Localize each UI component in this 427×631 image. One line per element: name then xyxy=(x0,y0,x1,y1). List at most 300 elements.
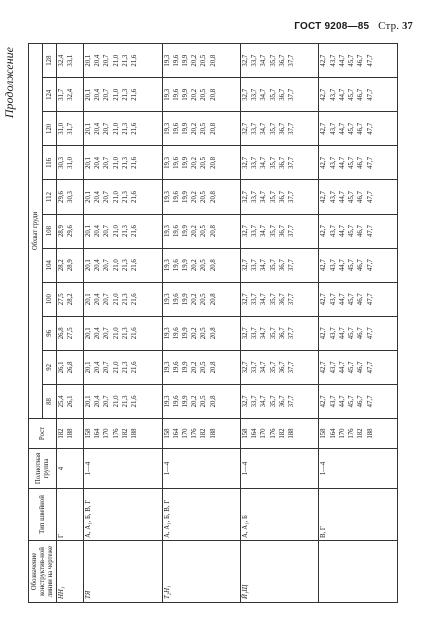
measurement-value: 19,3 xyxy=(163,156,171,169)
measurement-value: 21,3 xyxy=(121,88,129,101)
measurement-value: 20,5 xyxy=(200,361,208,374)
measurement-value: 19,9 xyxy=(181,361,189,374)
height-value: 164 xyxy=(172,428,180,439)
row-type: В, Г xyxy=(319,489,398,541)
measurement-value: 20,8 xyxy=(209,259,217,272)
measurement-value: 45,7 xyxy=(348,361,356,374)
measurement-value: 43,7 xyxy=(329,156,337,169)
measurement-value: 32,7 xyxy=(242,225,250,238)
value-cell xyxy=(162,384,240,418)
value-cell xyxy=(84,316,162,350)
measurement-value: 42,7 xyxy=(320,327,328,340)
measurement-value: 20,7 xyxy=(103,122,111,135)
measurement-value: 20,7 xyxy=(103,191,111,203)
measurement-value: 37,7 xyxy=(288,122,296,135)
value-cell xyxy=(241,44,319,78)
measurement-value: 20,2 xyxy=(191,395,199,408)
measurement-value: 33,1 xyxy=(67,54,75,67)
height-value: 188 xyxy=(131,428,139,439)
measurement-value: 45,7 xyxy=(348,225,356,238)
col-header-type: Тип швейной xyxy=(29,489,57,541)
value-cell xyxy=(84,214,162,248)
girth-header-124: 124 xyxy=(43,78,57,112)
measurement-value: 20,2 xyxy=(191,122,199,135)
measurement-value: 47,7 xyxy=(366,191,374,203)
measurement-value: 43,7 xyxy=(329,225,337,238)
measurement-value: 33,7 xyxy=(251,88,259,101)
rotated-table-region xyxy=(2,43,398,603)
value-cell xyxy=(241,282,319,316)
measurement-value: 34,7 xyxy=(260,122,268,135)
row-heights xyxy=(84,419,162,449)
measurement-value: 20,4 xyxy=(94,327,102,340)
height-value: 158 xyxy=(242,428,250,439)
measurement-value: 36,7 xyxy=(278,225,286,238)
measurement-value: 21,0 xyxy=(112,293,120,306)
measurement-value: 20,7 xyxy=(103,88,111,101)
measurement-value: 20,1 xyxy=(85,54,93,67)
measurement-value: 45,7 xyxy=(348,191,356,203)
measurement-value: 37,7 xyxy=(288,395,296,408)
measurement-value: 35,7 xyxy=(269,122,277,135)
measurement-value: 21,6 xyxy=(131,88,139,101)
measurement-value: 20,2 xyxy=(191,259,199,272)
measurement-value: 20,4 xyxy=(94,191,102,203)
row-designation xyxy=(319,541,398,603)
measurement-value: 33,7 xyxy=(251,293,259,306)
measurement-value: 32,7 xyxy=(242,54,250,67)
measurement-value: 19,6 xyxy=(172,327,180,340)
measurement-value: 19,6 xyxy=(172,293,180,306)
measurement-value: 31,0 xyxy=(67,156,75,169)
value-cell xyxy=(241,350,319,384)
measurement-value: 20,1 xyxy=(85,259,93,272)
measurement-value: 20,5 xyxy=(200,293,208,306)
measurement-value: 33,7 xyxy=(251,225,259,238)
measurement-value: 20,7 xyxy=(103,293,111,306)
measurement-value: 20,2 xyxy=(191,327,199,340)
measurement-value: 20,4 xyxy=(94,361,102,374)
measurement-value: 28,9 xyxy=(67,259,75,272)
value-cell xyxy=(84,350,162,384)
measurement-value: 19,9 xyxy=(181,395,189,408)
measurement-value: 43,7 xyxy=(329,327,337,340)
height-value: 170 xyxy=(260,428,268,439)
measurement-value: 33,7 xyxy=(251,156,259,169)
measurement-value: 43,7 xyxy=(329,395,337,408)
measurement-value: 21,6 xyxy=(131,122,139,135)
measurement-value: 19,9 xyxy=(181,156,189,169)
measurement-value: 43,7 xyxy=(329,122,337,135)
row-designation: Т₂Н₁ xyxy=(162,541,240,603)
measurement-value: 35,7 xyxy=(269,327,277,340)
measurement-value: 20,4 xyxy=(94,225,102,238)
girth-header-100: 100 xyxy=(43,282,57,316)
value-cell xyxy=(57,248,84,282)
measurement-value: 19,6 xyxy=(172,122,180,135)
measurement-value: 19,6 xyxy=(172,191,180,203)
measurement-value: 21,3 xyxy=(121,191,129,203)
measurement-value: 42,7 xyxy=(320,54,328,67)
measurement-value: 19,6 xyxy=(172,54,180,67)
height-value: 176 xyxy=(112,428,120,439)
measurement-value: 35,7 xyxy=(269,191,277,203)
height-value: 182 xyxy=(58,428,65,439)
col-header-height: Рост xyxy=(29,419,57,449)
measurement-value: 20,8 xyxy=(209,54,217,67)
value-cell xyxy=(319,112,398,146)
measurement-value: 44,7 xyxy=(338,54,346,67)
value-cell xyxy=(241,180,319,214)
measurement-value: 21,3 xyxy=(121,54,129,67)
measurement-value: 43,7 xyxy=(329,191,337,203)
measurement-value: 26,8 xyxy=(58,327,65,340)
measurement-value: 36,7 xyxy=(278,191,286,203)
measurement-value: 20,2 xyxy=(191,361,199,374)
measurement-value: 20,8 xyxy=(209,122,217,135)
measurement-value: 32,7 xyxy=(242,122,250,135)
girth-header-120: 120 xyxy=(43,112,57,146)
measurement-value: 19,3 xyxy=(163,191,171,203)
measurement-value: 20,7 xyxy=(103,156,111,169)
value-cell xyxy=(57,282,84,316)
measurement-value: 20,1 xyxy=(85,225,93,238)
table-row xyxy=(57,44,84,603)
measurement-value: 21,0 xyxy=(112,395,120,408)
measurement-value: 19,9 xyxy=(181,122,189,135)
measurement-value: 21,6 xyxy=(131,54,139,67)
girth-header-104: 104 xyxy=(43,248,57,282)
measurement-value: 37,7 xyxy=(288,88,296,101)
row-group: 1—4 xyxy=(84,449,162,489)
measurement-value: 20,1 xyxy=(85,156,93,169)
measurement-value: 20,1 xyxy=(85,191,93,203)
value-cell xyxy=(84,180,162,214)
measurement-value: 35,7 xyxy=(269,88,277,101)
measurement-value: 47,7 xyxy=(366,54,374,67)
measurement-value: 21,3 xyxy=(121,259,129,272)
measurement-value: 46,7 xyxy=(357,395,365,408)
measurement-value: 21,0 xyxy=(112,259,120,272)
measurement-value: 47,7 xyxy=(366,88,374,101)
measurement-value: 20,4 xyxy=(94,88,102,101)
measurement-value: 45,7 xyxy=(348,122,356,135)
measurement-value: 19,3 xyxy=(163,395,171,408)
measurement-value: 46,7 xyxy=(357,88,365,101)
height-value: 182 xyxy=(278,428,286,439)
table-row xyxy=(241,44,319,603)
row-type: Г xyxy=(57,489,84,541)
measurement-value: 37,7 xyxy=(288,293,296,306)
col-header-girth: Обхват груди xyxy=(29,44,43,419)
measurement-value: 44,7 xyxy=(338,191,346,203)
measurement-value: 36,7 xyxy=(278,156,286,169)
measurement-value: 47,7 xyxy=(366,293,374,306)
measurement-value: 25,4 xyxy=(58,395,65,408)
value-cell xyxy=(84,44,162,78)
height-value: 182 xyxy=(357,428,365,439)
measurement-value: 21,6 xyxy=(131,156,139,169)
value-cell xyxy=(319,214,398,248)
measurement-value: 37,7 xyxy=(288,327,296,340)
measurement-value: 20,8 xyxy=(209,225,217,238)
measurement-value: 33,7 xyxy=(251,395,259,408)
measurement-value: 20,7 xyxy=(103,361,111,374)
measurement-value: 37,7 xyxy=(288,54,296,67)
measurement-value: 21,3 xyxy=(121,327,129,340)
measurement-value: 20,8 xyxy=(209,156,217,169)
continuation-label: Продолжение xyxy=(2,47,16,119)
measurement-value: 44,7 xyxy=(338,259,346,272)
measurement-value: 21,3 xyxy=(121,395,129,408)
measurement-value: 21,6 xyxy=(131,361,139,374)
measurement-value: 20,8 xyxy=(209,88,217,101)
height-value: 176 xyxy=(269,428,277,439)
measurement-value: 34,7 xyxy=(260,54,268,67)
measurement-value: 34,7 xyxy=(260,395,268,408)
measurement-value: 19,6 xyxy=(172,361,180,374)
measurement-value: 47,7 xyxy=(366,327,374,340)
measurement-value: 36,7 xyxy=(278,88,286,101)
row-heights xyxy=(319,419,398,449)
measurement-value: 42,7 xyxy=(320,122,328,135)
measurement-value: 27,5 xyxy=(58,293,65,306)
value-cell xyxy=(162,112,240,146)
measurement-value: 19,3 xyxy=(163,361,171,374)
girth-header-116: 116 xyxy=(43,146,57,180)
value-cell xyxy=(57,146,84,180)
height-value: 182 xyxy=(200,428,208,439)
measurement-value: 26,1 xyxy=(67,395,75,408)
measurement-value: 19,9 xyxy=(181,88,189,101)
value-cell xyxy=(241,248,319,282)
measurement-value: 34,7 xyxy=(260,225,268,238)
measurement-value: 20,5 xyxy=(200,395,208,408)
table-row xyxy=(84,44,162,603)
value-cell xyxy=(241,316,319,350)
measurement-value: 33,7 xyxy=(251,122,259,135)
measurement-value: 34,7 xyxy=(260,361,268,374)
measurement-value: 44,7 xyxy=(338,293,346,306)
measurement-value: 19,9 xyxy=(181,259,189,272)
measurement-value: 43,7 xyxy=(329,361,337,374)
page-number: 37 xyxy=(402,21,413,32)
measurement-value: 20,2 xyxy=(191,293,199,306)
measurement-value: 42,7 xyxy=(320,361,328,374)
measurement-value: 47,7 xyxy=(366,156,374,169)
girth-header-92: 92 xyxy=(43,350,57,384)
measurement-value: 21,6 xyxy=(131,395,139,408)
measurement-value: 34,7 xyxy=(260,259,268,272)
measurement-value: 20,5 xyxy=(200,156,208,169)
measurement-value: 45,7 xyxy=(348,327,356,340)
measurement-value: 44,7 xyxy=(338,88,346,101)
measurement-value: 30,3 xyxy=(67,191,75,203)
measurement-value: 45,7 xyxy=(348,156,356,169)
measurement-value: 44,7 xyxy=(338,122,346,135)
measurement-value: 37,7 xyxy=(288,156,296,169)
measurement-value: 45,7 xyxy=(348,293,356,306)
measurement-value: 42,7 xyxy=(320,191,328,203)
measurement-value: 36,7 xyxy=(278,259,286,272)
value-cell xyxy=(57,316,84,350)
measurement-value: 20,8 xyxy=(209,361,217,374)
value-cell xyxy=(57,112,84,146)
measurement-value: 19,6 xyxy=(172,259,180,272)
measurement-value: 20,4 xyxy=(94,395,102,408)
height-value: 188 xyxy=(366,428,374,439)
height-value: 188 xyxy=(67,428,75,439)
measurement-value: 37,7 xyxy=(288,191,296,203)
measurement-value: 19,6 xyxy=(172,88,180,101)
measurement-value: 34,7 xyxy=(260,293,268,306)
measurement-value: 28,2 xyxy=(58,259,65,272)
row-heights xyxy=(57,419,84,449)
height-value: 164 xyxy=(94,428,102,439)
measurement-value: 31,7 xyxy=(58,88,65,101)
measurement-value: 36,7 xyxy=(278,395,286,408)
measurement-value: 43,7 xyxy=(329,259,337,272)
measurement-value: 21,6 xyxy=(131,293,139,306)
value-cell xyxy=(57,350,84,384)
measurement-value: 20,1 xyxy=(85,88,93,101)
measurement-value: 20,5 xyxy=(200,191,208,203)
measurement-value: 32,7 xyxy=(242,191,250,203)
measurement-value: 20,8 xyxy=(209,191,217,203)
value-cell xyxy=(319,44,398,78)
value-cell xyxy=(162,316,240,350)
measurement-value: 20,4 xyxy=(94,54,102,67)
value-cell xyxy=(162,214,240,248)
value-cell xyxy=(319,282,398,316)
measurement-value: 30,3 xyxy=(58,156,65,169)
measurement-value: 42,7 xyxy=(320,395,328,408)
measurement-value: 20,1 xyxy=(85,395,93,408)
value-cell xyxy=(162,350,240,384)
value-cell xyxy=(162,180,240,214)
measurement-value: 20,5 xyxy=(200,54,208,67)
height-value: 158 xyxy=(163,428,171,439)
measurement-value: 20,4 xyxy=(94,293,102,306)
measurement-value: 21,6 xyxy=(131,259,139,272)
value-cell xyxy=(162,146,240,180)
height-value: 188 xyxy=(209,428,217,439)
measurement-value: 42,7 xyxy=(320,156,328,169)
measurement-value: 20,5 xyxy=(200,122,208,135)
measurements-table xyxy=(28,43,398,603)
value-cell xyxy=(57,78,84,112)
measurement-value: 45,7 xyxy=(348,54,356,67)
value-cell xyxy=(162,248,240,282)
measurement-value: 21,3 xyxy=(121,225,129,238)
measurement-value: 21,0 xyxy=(112,327,120,340)
measurement-value: 20,5 xyxy=(200,88,208,101)
measurement-value: 20,2 xyxy=(191,88,199,101)
measurement-value: 47,7 xyxy=(366,122,374,135)
value-cell xyxy=(319,350,398,384)
measurement-value: 29,6 xyxy=(67,225,75,238)
measurement-value: 28,9 xyxy=(58,225,65,238)
table-row xyxy=(162,44,240,603)
girth-header-96: 96 xyxy=(43,316,57,350)
value-cell xyxy=(162,282,240,316)
value-cell xyxy=(241,384,319,418)
measurement-value: 19,3 xyxy=(163,88,171,101)
measurement-value: 36,7 xyxy=(278,54,286,67)
measurement-value: 20,7 xyxy=(103,395,111,408)
measurement-value: 32,7 xyxy=(242,361,250,374)
measurement-value: 46,7 xyxy=(357,225,365,238)
measurement-value: 20,2 xyxy=(191,156,199,169)
measurement-value: 29,6 xyxy=(58,191,65,203)
row-designation: Й₁Щ xyxy=(241,541,319,603)
row-group: 1—4 xyxy=(241,449,319,489)
measurement-value: 34,7 xyxy=(260,88,268,101)
measurement-value: 28,2 xyxy=(67,293,75,306)
measurement-value: 37,7 xyxy=(288,361,296,374)
height-value: 188 xyxy=(288,428,296,439)
measurement-value: 34,7 xyxy=(260,327,268,340)
value-cell xyxy=(57,44,84,78)
measurement-value: 20,1 xyxy=(85,361,93,374)
value-cell xyxy=(57,384,84,418)
measurement-value: 21,6 xyxy=(131,225,139,238)
measurement-value: 19,6 xyxy=(172,395,180,408)
measurement-value: 33,7 xyxy=(251,361,259,374)
measurement-value: 46,7 xyxy=(357,54,365,67)
row-group: 1—4 xyxy=(162,449,240,489)
value-cell xyxy=(241,214,319,248)
measurement-value: 19,3 xyxy=(163,327,171,340)
measurement-value: 32,4 xyxy=(58,54,65,67)
measurement-value: 20,2 xyxy=(191,54,199,67)
measurement-value: 20,4 xyxy=(94,122,102,135)
measurement-value: 21,3 xyxy=(121,293,129,306)
measurement-value: 34,7 xyxy=(260,191,268,203)
measurement-value: 19,3 xyxy=(163,54,171,67)
measurement-value: 21,6 xyxy=(131,191,139,203)
measurement-value: 21,3 xyxy=(121,122,129,135)
value-cell xyxy=(84,384,162,418)
measurement-value: 19,3 xyxy=(163,225,171,238)
measurement-value: 34,7 xyxy=(260,156,268,169)
measurement-value: 20,1 xyxy=(85,122,93,135)
measurement-value: 35,7 xyxy=(269,259,277,272)
measurement-value: 46,7 xyxy=(357,191,365,203)
row-group: 1—4 xyxy=(319,449,398,489)
height-value: 176 xyxy=(191,428,199,439)
measurement-value: 27,5 xyxy=(67,327,75,340)
row-type: А, А₁, Б xyxy=(241,489,319,541)
measurement-value: 19,9 xyxy=(181,293,189,306)
value-cell xyxy=(319,248,398,282)
measurement-value: 21,3 xyxy=(121,361,129,374)
measurement-value: 43,7 xyxy=(329,54,337,67)
measurement-value: 33,7 xyxy=(251,327,259,340)
measurement-value: 35,7 xyxy=(269,54,277,67)
measurement-value: 46,7 xyxy=(357,122,365,135)
measurement-value: 36,7 xyxy=(278,361,286,374)
measurement-value: 35,7 xyxy=(269,361,277,374)
measurement-value: 42,7 xyxy=(320,259,328,272)
measurement-value: 44,7 xyxy=(338,395,346,408)
measurement-value: 20,7 xyxy=(103,225,111,238)
measurement-value: 32,7 xyxy=(242,395,250,408)
measurement-value: 19,9 xyxy=(181,54,189,67)
measurement-value: 32,4 xyxy=(67,88,75,101)
value-cell xyxy=(84,112,162,146)
measurement-value: 20,1 xyxy=(85,327,93,340)
